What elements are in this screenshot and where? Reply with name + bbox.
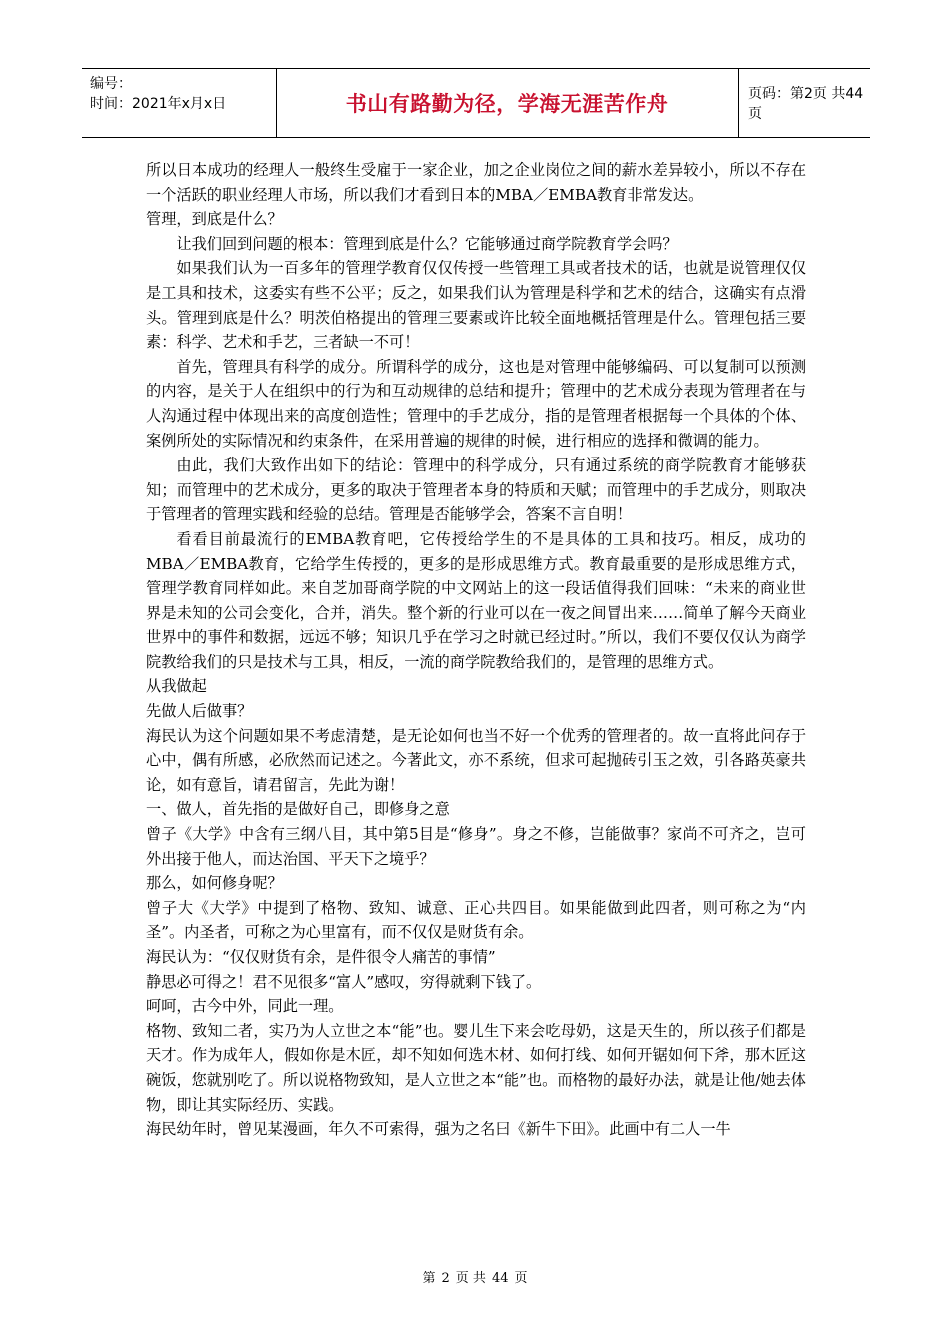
body-paragraph: 首先，管理具有科学的成分。所谓科学的成分，这也是对管理中能够编码、可以复制可以预测的内容，是关于人在组织中的行为和互动规律的总结和提升；管理中的艺术成分表现为管理者在与人沟通过程中体现出来的高度创造性；管理中的手艺成分，指的是管理者根据每一个具体的个体、案例所处的实际情况和约束条件，在采用普遍的规律的时候，进行相应的选择和微调的能力。 <box>146 357 806 450</box>
body-paragraph: 海民幼年时，曾见某漫画，年久不可索得，强为之名曰《新牛下田》。此画中有二人一牛 <box>146 1120 731 1139</box>
document-number-label: 编号： <box>90 76 132 92</box>
body-paragraph: 如果我们认为一百多年的管理学教育仅仅传授一些管理工具或者技术的话，也就是说管理仅仅是工具和技术，这委实有些不公平；反之，如果我们认为管理是科学和艺术的结合，这确实有点滑头。管理到底是什么？明茨伯格提出的管理三要素或许比较全面地概括管理是什么。管理包括三要素：科学、艺术和手艺，三者缺一不可！ <box>146 259 806 352</box>
body-paragraph: 一、做人，首先指的是做好自己，即修身之意 <box>146 800 450 819</box>
body-paragraph: 所以日本成功的经理人一般终生受雇于一家企业，加之企业岗位之间的薪水差异较小，所以不存在一个活跃的职业经理人市场，所以我们才看到日本的MBA／EMBA教育非常发达。 <box>146 161 806 204</box>
footer-page-number: 2 <box>441 1271 450 1286</box>
body-paragraph: 格物、致知二者，实乃为人立世之本“能”也。婴儿生下来会吃母奶，这是天生的，所以孩子们都是天才。作为成年人，假如你是木匠，却不知如何选木材、如何打线、如何开锯如何下斧，那木匠这碗饭，您就别吃了。所以说格物致知，是人立世之本“能”也。而格物的最好办法，就是让他/她去体物，即让其实际经历、实践。 <box>146 1021 806 1114</box>
body-paragraph: 呵呵，古今中外，同此一理。 <box>146 997 344 1016</box>
body-paragraph: 曾子大《大学》中提到了格物、致知、诚意、正心共四目。如果能做到此四者，则可称之为“内圣”。内圣者，可称之为心里富有，而不仅仅是财货有余。 <box>146 898 806 942</box>
document-time-label: 时间：2021年x月x日 <box>90 96 227 112</box>
body-paragraph: 从我做起 <box>146 677 207 696</box>
body-paragraph: 让我们回到问题的根本：管理到底是什么？它能够通过商学院教育学会吗？ <box>176 234 678 253</box>
footer-page-prefix: 第 <box>422 1271 436 1286</box>
body-paragraph: 曾子《大学》中含有三纲八目，其中第5目是“修身”。身之不修，岂能做事？家尚不可齐之，岂可外出接于他人，而达治国、平天下之境乎？ <box>146 825 806 868</box>
page-footer <box>0 1267 950 1286</box>
body-paragraph: 海民认为：“仅仅财货有余，是件很令人痛苦的事情” <box>146 948 496 966</box>
body-paragraph: 海民认为这个问题如果不考虑清楚，是无论如何也当不好一个优秀的管理者的。故一直将此问存于心中，偶有所感，必欣然而记述之。今著此文，亦不系统，但求可起抛砖引玉之效，引各路英豪共论，如有意旨，请君留言，先此为谢！ <box>146 726 806 794</box>
body-paragraph: 管理，到底是什么？ <box>146 210 283 229</box>
body-paragraph: 先做人后做事？ <box>146 702 253 721</box>
body-paragraph: 由此，我们大致作出如下的结论：管理中的科学成分，只有通过系统的商学院教育才能够获知；而管理中的艺术成分，更多的取决于管理者本身的特质和天赋；而管理中的手艺成分，则取决于管理者的管理实践和经验的总结。管理是否能够学会，答案不言自明！ <box>146 456 806 524</box>
header-page-label: 页码：第2页 共44页 <box>748 86 864 122</box>
document-body <box>146 158 806 1142</box>
header-motto: 书山有路勤为径，学海无涯苦作舟 <box>276 69 739 137</box>
footer-page-total: 44 <box>491 1271 509 1286</box>
body-paragraph: 静思必可得之！君不见很多“富人”感叹，穷得就剩下钱了。 <box>146 972 542 991</box>
body-paragraph: 那么，如何修身呢？ <box>146 874 283 893</box>
header-info-cell <box>82 69 277 137</box>
page-header <box>82 68 870 138</box>
footer-page-suffix: 页 <box>514 1271 528 1286</box>
body-paragraph: 看看目前最流行的EMBA教育吧，它传授给学生的不是具体的工具和技巧。相反，成功的MBA／EMBA教育，它给学生传授的，更多的是形成思维方式。教育最重要的是形成思维方式，管理学教育同样如此。来自芝加哥商学院的中文网站上的这一段话值得我们回味：“未来的商业世界是未知的公司会变化，合并，消失。整个新的行业可以在一夜之间冒出来……简单了解今天商业世界中的事件和数据，远远不够；知识几乎在学习之时就已经过时。”所以，我们不要仅仅认为商学院教给我们的只是技术与工具，相反，一流的商学院教给我们的，是管理的思维方式。 <box>146 529 806 671</box>
footer-page-mid: 页 共 <box>455 1271 486 1286</box>
